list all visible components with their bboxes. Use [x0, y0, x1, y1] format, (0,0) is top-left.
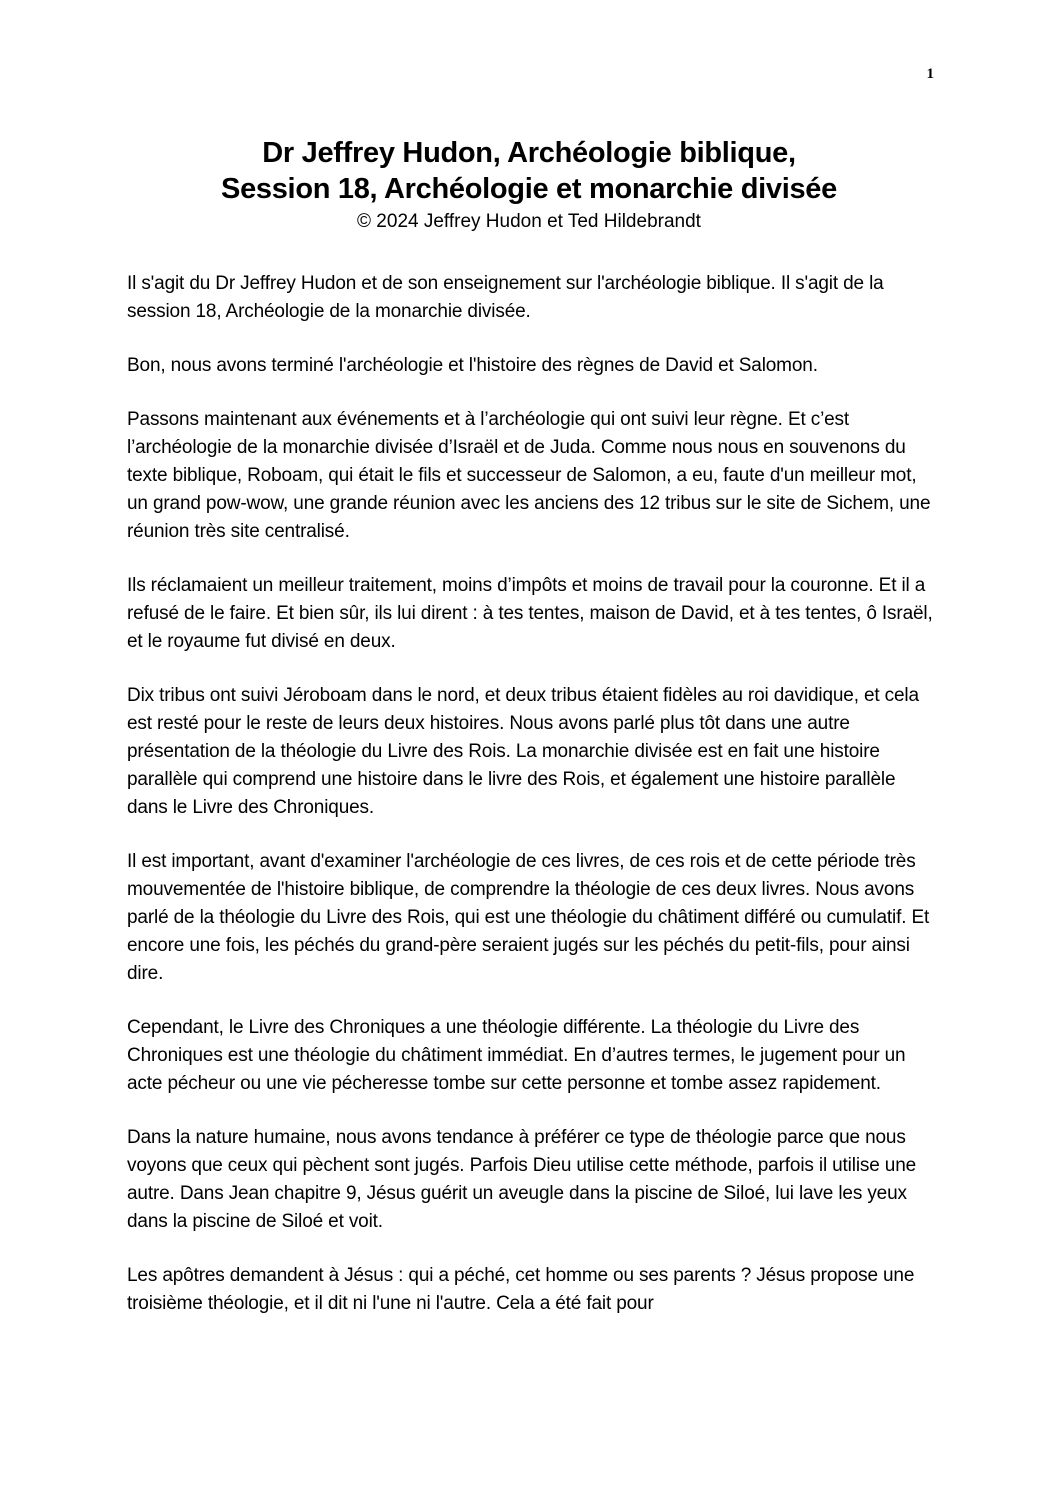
paragraph-2: Bon, nous avons terminé l'archéologie et l'histoire des règnes de David et Salomon.: [127, 355, 818, 376]
document-body: [127, 270, 935, 1344]
paragraph-7: Cependant, le Livre des Chroniques a une théologie différente. La théologie du Livre des Chroniques est une théologie du châtiment immédiat. En d’autres termes, le jugement pour un acte pécheur ou une vie pécheresse tombe sur cette personne et tombe assez rapidement.: [127, 1017, 906, 1094]
paragraph-4: Ils réclamaient un meilleur traitement, moins d’impôts et moins de travail pour la couronne. Et il a refusé de le faire. Et bien sûr, ils lui dirent : à tes tentes, maison de David, et à tes tentes, ô Israël, et le royaume fut divisé en deux.: [127, 575, 933, 652]
paragraph-3: Passons maintenant aux événements et à l’archéologie qui ont suivi leur règne. Et c’est l’archéologie de la monarchie divisée d’Israël et de Juda. Comme nous nous en souvenons du texte biblique, Roboam, qui était le fils et successeur de Salomon, a eu, faute d'un meilleur mot, un grand pow-wow, une grande réunion avec les anciens des 12 tribus sur le site de Sichem, une réunion très site centralisé.: [127, 409, 931, 542]
document-title-line-1: Dr Jeffrey Hudon, Archéologie biblique,: [262, 137, 796, 169]
document-header: [0, 135, 1058, 235]
paragraph-8: Dans la nature humaine, nous avons tendance à préférer ce type de théologie parce que nous voyons que ceux qui pèchent sont jugés. Parfois Dieu utilise cette méthode, parfois il utilise une autre. Dans Jean chapitre 9, Jésus guérit un aveugle dans la piscine de Siloé, lui lave les yeux dans la piscine de Siloé et voit.: [127, 1127, 917, 1232]
paragraph-6: Il est important, avant d'examiner l'archéologie de ces livres, de ces rois et de cette période très mouvementée de l'histoire biblique, de comprendre la théologie de ces deux livres. Nous avons parlé de la théologie du Livre des Rois, qui est une théologie du châtiment différé ou cumulatif. Et encore une fois, les péchés du grand-père seraient jugés sur les péchés du petit-fils, pour ainsi dire.: [127, 851, 930, 984]
document-title-line-2: Session 18, Archéologie et monarchie divisée: [221, 173, 837, 205]
paragraph-9: Les apôtres demandent à Jésus : qui a péché, cet homme ou ses parents ? Jésus propose une troisième théologie, et il dit ni l'une ni l'autre. Cela a été fait pour: [127, 1265, 915, 1314]
paragraph-5: Dix tribus ont suivi Jéroboam dans le nord, et deux tribus étaient fidèles au roi davidique, et cela est resté pour le reste de leurs deux histoires. Nous avons parlé plus tôt dans une autre présentation de la théologie du Livre des Rois. La monarchie divisée est en fait une histoire parallèle qui comprend une histoire dans le livre des Rois, et également une histoire parallèle dans le Livre des Chroniques.: [127, 685, 919, 818]
copyright-notice: © 2024 Jeffrey Hudon et Ted Hildebrandt: [357, 211, 701, 232]
paragraph-1: Il s'agit du Dr Jeffrey Hudon et de son enseignement sur l'archéologie biblique. Il s'agit de la session 18, Archéologie de la monarchie divisée.: [127, 273, 884, 322]
page-number: 1: [926, 66, 934, 82]
